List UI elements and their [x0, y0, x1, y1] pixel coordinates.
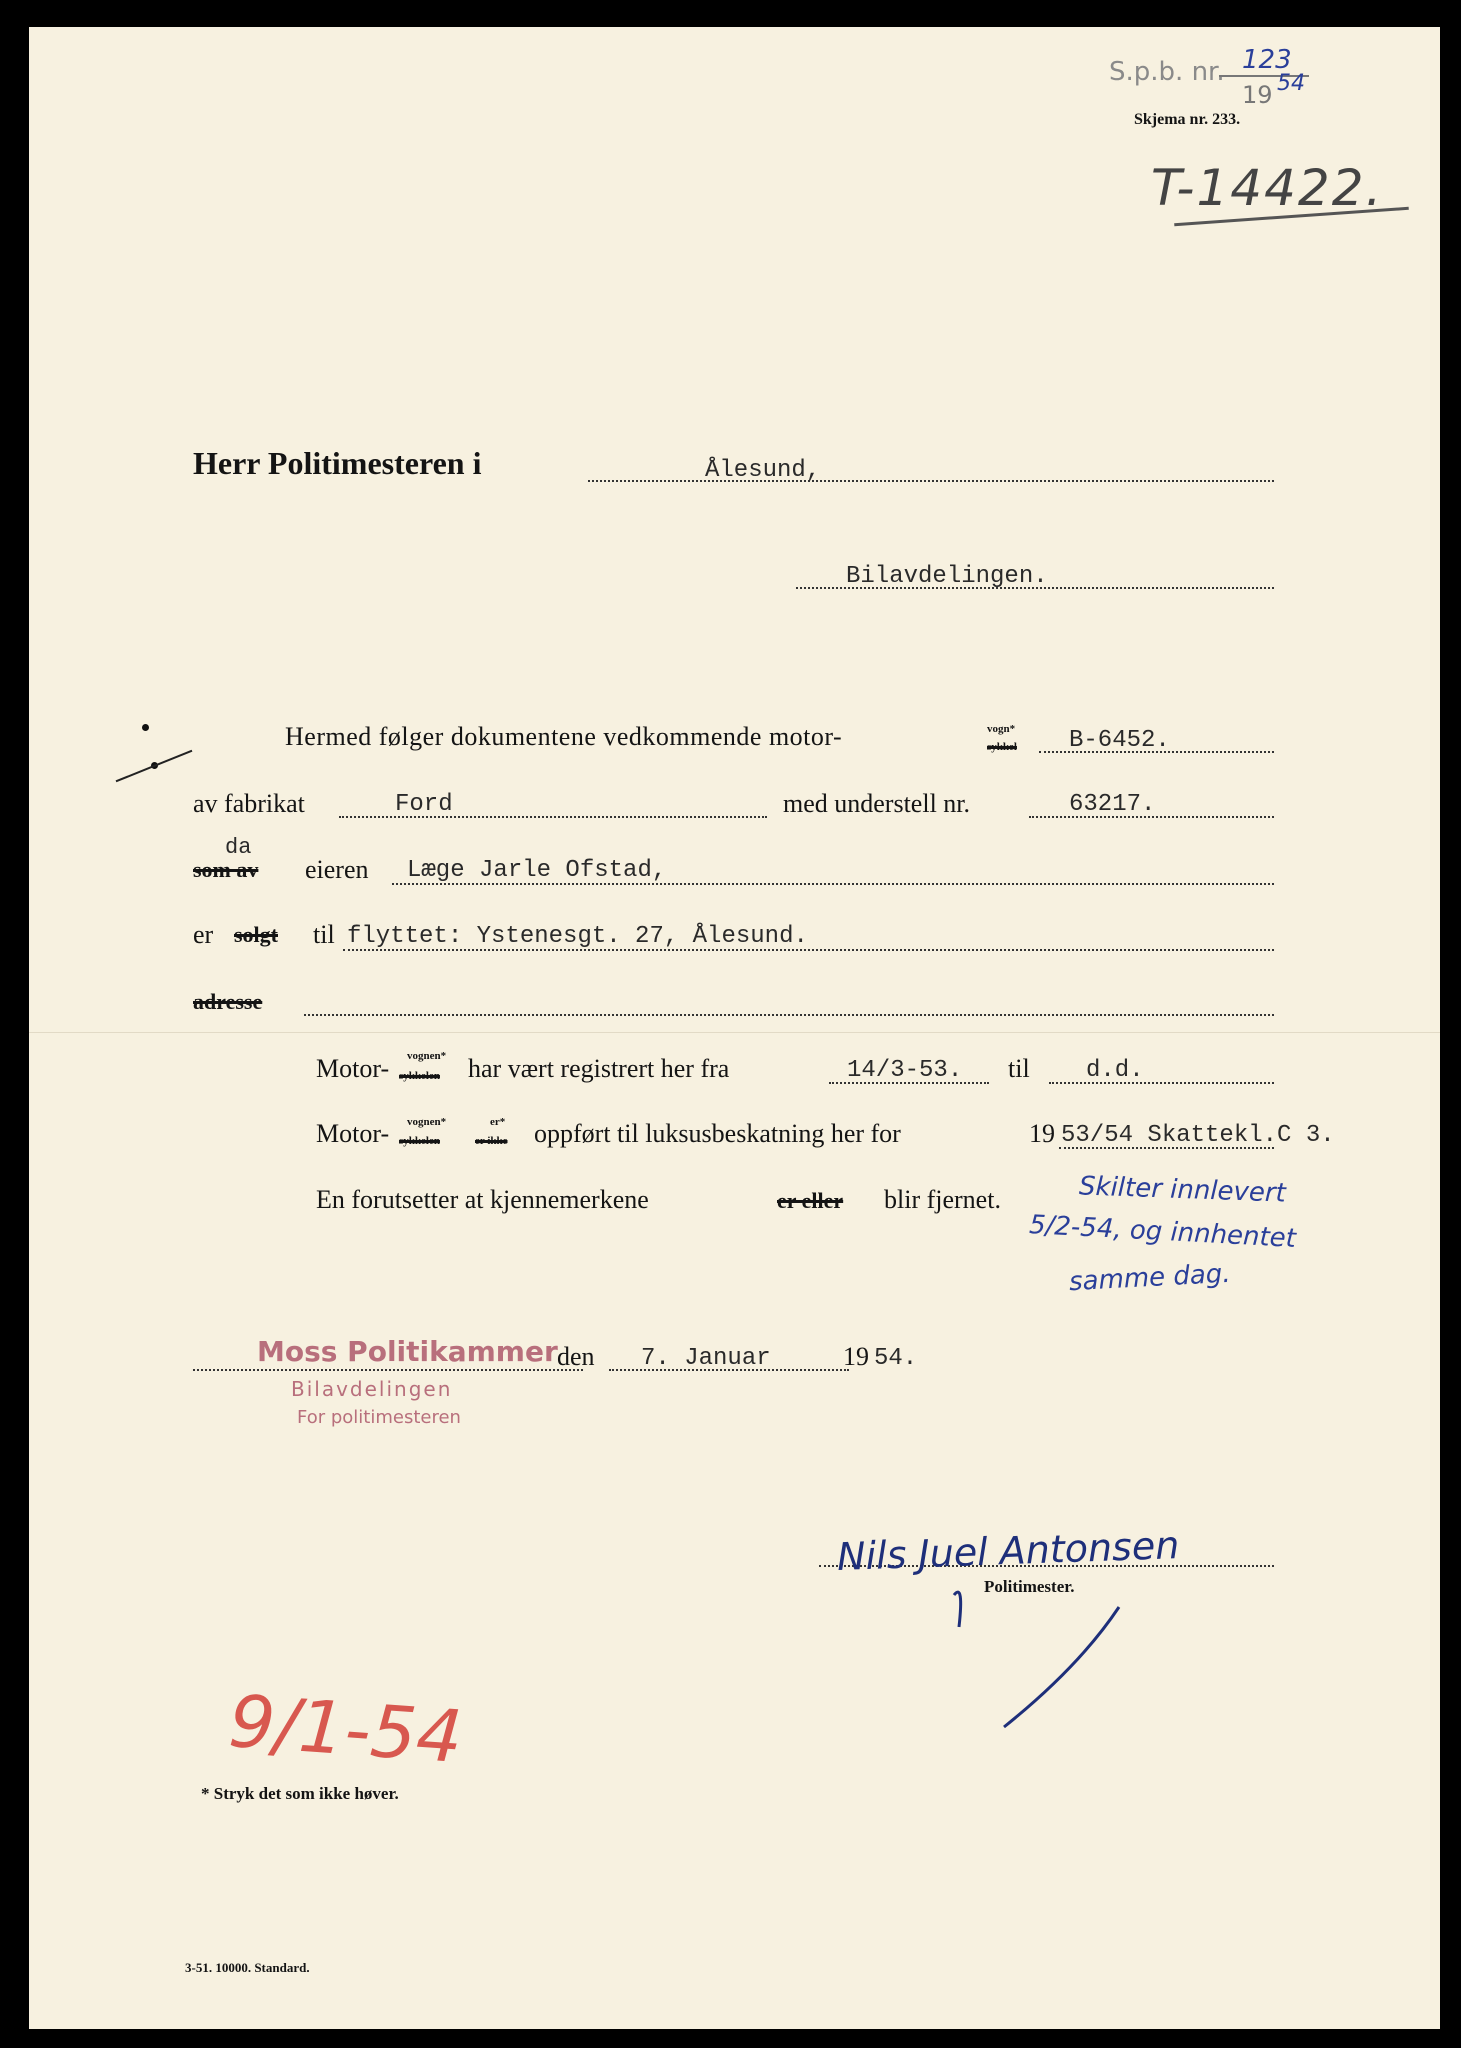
- signatory-title: Politimester.: [984, 1577, 1075, 1596]
- owner-struck-text: som av: [193, 857, 259, 882]
- registered-text: har vært registrert her fra: [468, 1054, 730, 1083]
- handwritten-reference: T-14422.: [1151, 159, 1384, 217]
- make-value: Ford: [395, 791, 453, 818]
- luxury-sup2: er*: [490, 1116, 506, 1128]
- form-number: Skjema nr. 233.: [1134, 111, 1241, 128]
- registered-to: d.d.: [1086, 1057, 1144, 1084]
- handwritten-note-line2: 5/2-54, og innhentet: [1028, 1210, 1297, 1254]
- owner-insert: da: [225, 835, 252, 860]
- sold-value: flyttet: Ystenesgt. 27, Ålesund.: [347, 923, 808, 950]
- document-page: [29, 27, 1440, 2029]
- sold-struck-text: solgt: [234, 922, 278, 947]
- vehicle-type-sup: vogn*: [987, 723, 1016, 735]
- luxury-sub1-struck: sykkelen: [399, 1135, 440, 1147]
- chassis-label: med understell nr.: [783, 789, 971, 818]
- spb-year-prefix: 19: [1242, 81, 1273, 109]
- red-date-annotation: 9/1-54: [226, 1678, 466, 1780]
- date-value: 7. Januar: [641, 1345, 771, 1372]
- registered-prefix: Motor-: [316, 1054, 390, 1083]
- luxury-prefix: Motor-: [316, 1119, 390, 1148]
- stamp-line3: For politimesteren: [297, 1407, 461, 1428]
- sold-prefix: er: [193, 920, 214, 949]
- documents-line-text: Hermed følger dokumentene vedkommende motor-: [285, 722, 843, 751]
- registered-sup: vognen*: [407, 1050, 447, 1062]
- stamp-line2: Bilavdelingen: [291, 1377, 453, 1401]
- year-value: 54.: [874, 1345, 918, 1372]
- stamp-line1: Moss Politikammer: [257, 1335, 558, 1368]
- chassis-value: 63217.: [1069, 791, 1156, 818]
- sold-label: til: [313, 920, 335, 949]
- footnote: * Stryk det som ikke høver.: [201, 1784, 399, 1803]
- luxury-year-prefix: 19: [1029, 1119, 1055, 1148]
- registration-number: B-6452.: [1069, 727, 1170, 754]
- city-value: Ålesund,: [705, 457, 821, 484]
- plates-text-b: blir fjernet.: [884, 1185, 1001, 1214]
- luxury-year-value: 53/54 Skattekl.C 3.: [1061, 1122, 1335, 1149]
- luxury-sup1: vognen*: [407, 1116, 447, 1128]
- plates-struck-text: er eller: [777, 1188, 844, 1213]
- salutation: Herr Politimesteren i: [193, 445, 482, 481]
- luxury-text: oppført til luksusbeskatning her for: [534, 1119, 901, 1148]
- owner-label: eieren: [305, 855, 369, 884]
- registered-til: til: [1008, 1054, 1030, 1083]
- handwritten-note-line3: samme dag.: [1068, 1258, 1232, 1298]
- date-label: den: [557, 1342, 595, 1371]
- spb-label: S.p.b. nr.: [1109, 57, 1225, 87]
- luxury-sub2-struck: er ikke: [475, 1135, 508, 1147]
- registered-sub-struck: sykkelen: [399, 1070, 440, 1082]
- handwritten-note-line1: Skilter innlevert: [1078, 1171, 1287, 1209]
- department-value: Bilavdelingen.: [846, 563, 1048, 590]
- signature: Nils Juel Antonsen: [836, 1523, 1180, 1579]
- spb-year-suffix: 54: [1277, 71, 1305, 96]
- registered-from: 14/3-53.: [847, 1057, 963, 1084]
- year-prefix: 19: [843, 1342, 869, 1371]
- address-struck-text: adresse: [193, 989, 263, 1014]
- printer-mark: 3-51. 10000. Standard.: [185, 1960, 310, 1975]
- make-label: av fabrikat: [193, 789, 305, 818]
- spb-number: 123: [1242, 45, 1292, 75]
- owner-value: Læge Jarle Ofstad,: [407, 857, 667, 884]
- vehicle-type-sub-struck: sykkel: [987, 741, 1017, 753]
- plates-text-a: En forutsetter at kjennemerkene: [316, 1185, 649, 1214]
